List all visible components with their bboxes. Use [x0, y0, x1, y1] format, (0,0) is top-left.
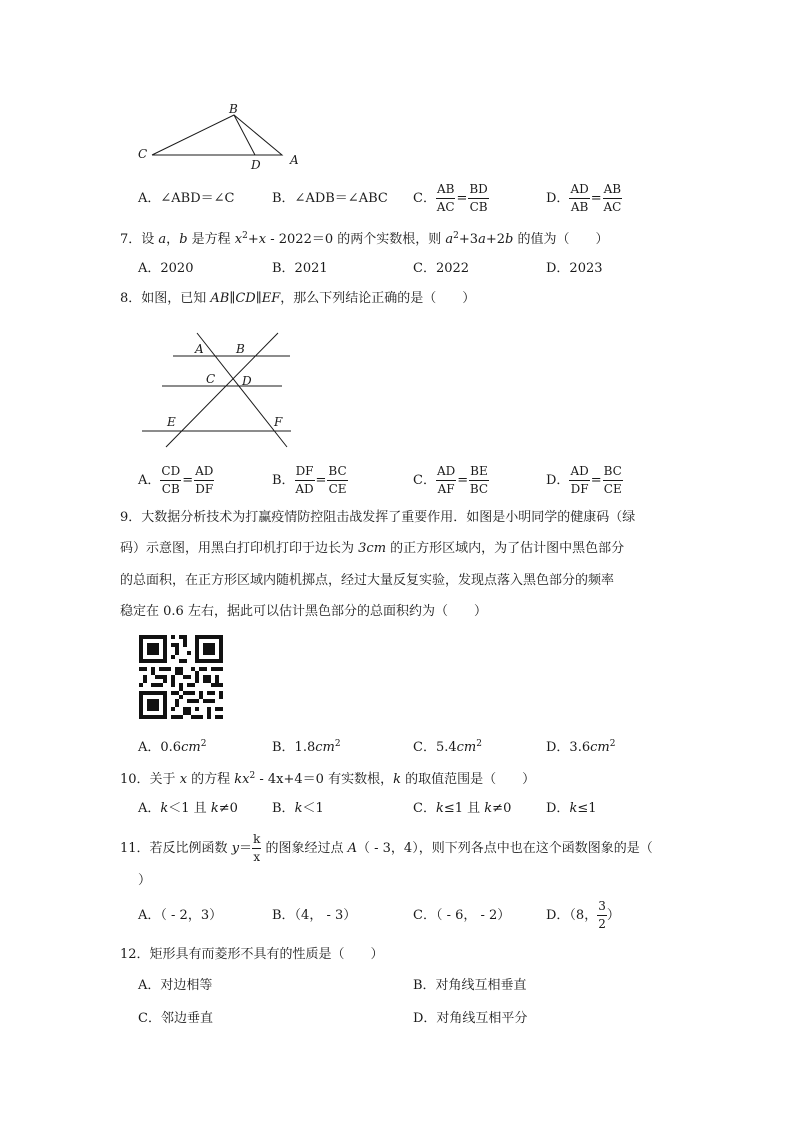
q9-line-1: 9．大数据分析技术为打赢疫情防控阻击战发挥了重要作用．如图是小明同学的健康码（绿: [120, 510, 636, 525]
qr-code-image: [139, 635, 223, 719]
q7-option-c: C．2022: [413, 261, 470, 276]
q7-option-a: A．2020: [138, 261, 194, 276]
q9-option-c: C．$5.4cm^2$: [413, 739, 482, 755]
q7-stem: 7．设 a，b 是方程 $x^2+x - 2022=0$ 的两个实数根，则 $a^2+3a+2b$ 的值为（ ）: [120, 231, 609, 247]
q10-option-d: D．k≤1: [546, 801, 597, 816]
q11-stem: 11．若反比例函数 y＝ $\frac{k}{x}$ 的图象经过点 A（ - 3，4），则下列各点中也在这个函数图象的是（: [120, 832, 653, 864]
q8-option-a: A． $\frac{CD}{CB}$ = $\frac{AD}{DF}$: [138, 464, 214, 496]
q6-option-c: C． $\frac{AB}{AC}$ = $\frac{BD}{CB}$: [413, 182, 488, 214]
label-d: D: [251, 158, 261, 172]
label-e: E: [167, 415, 176, 429]
q9-option-b: B．$1.8cm^2$: [272, 739, 341, 755]
q10-option-a: A．k＜1 且 k≠0: [138, 801, 238, 816]
transversal-be: [166, 333, 278, 447]
q6-option-d: D． $\frac{AD}{AB}$ = $\frac{AB}{AC}$: [546, 182, 622, 214]
q9-line-3: 的总面积，在正方形区域内随机掷点，经过大量反复实验，发现点落入黑色部分的频率: [120, 573, 615, 588]
q10-stem: 10．关于 x 的方程 $kx^2 - 4x+4=0$ 有实数根，k 的取值范围是（ ）: [120, 771, 536, 787]
label-c: C: [138, 147, 148, 161]
q12-option-a: A．对边相等: [138, 978, 213, 993]
fraction: $\frac{AB}{AC}$: [436, 182, 455, 214]
q11-option-c: C．（ - 6， - 2）: [413, 908, 511, 923]
fraction: $\frac{BD}{CB}$: [469, 182, 488, 214]
q8-option-b: B． $\frac{DF}{AD}$ = $\frac{BC}{CE}$: [272, 464, 347, 496]
q9-line-2: 码）示意图，用黑白打印机打印于边长为 3cm 的正方形区域内，为了估计图中黑色部分: [120, 541, 625, 556]
label-a: A: [195, 342, 204, 356]
label-c: C: [206, 372, 216, 386]
q11-option-a: A．（ - 2，3）: [138, 908, 223, 923]
q12-option-b: B．对角线互相垂直: [413, 978, 527, 993]
q10-option-c: C．k≤1 且 k≠0: [413, 801, 512, 816]
label-a: A: [290, 153, 299, 167]
q9-option-d: D．$3.6cm^2$: [546, 739, 616, 755]
triangle-figure: [130, 100, 310, 175]
segment-bd: [234, 115, 255, 155]
q9-line-4: 稳定在 0.6 左右，据此可以估计黑色部分的总面积约为（ ）: [120, 604, 487, 619]
q11-line-2: ）: [138, 873, 152, 888]
q11-option-d: D．（8， $\frac{3}{2}$ ）: [546, 899, 620, 931]
q11-option-b: B．（4， - 3）: [272, 908, 357, 923]
q6-option-b: B．∠ADB＝∠ABC: [272, 191, 388, 206]
fraction: $\frac{AD}{AB}$: [570, 182, 589, 214]
label-d: D: [242, 374, 252, 388]
q7-option-b: B．2021: [272, 261, 328, 276]
q6-option-a: A．∠ABD＝∠C: [138, 191, 235, 206]
q8-option-c: C． $\frac{AD}{AF}$ = $\frac{BE}{BC}$: [413, 464, 489, 496]
q12-option-c: C．邻边垂直: [138, 1011, 213, 1026]
triangle-outline: [152, 115, 282, 155]
q7-option-d: D．2023: [546, 261, 603, 276]
label-b: B: [236, 342, 245, 356]
label-b: B: [229, 102, 238, 116]
q8-option-d: D． $\frac{AD}{DF}$ = $\frac{BC}{CE}$: [546, 464, 622, 496]
q8-stem: 8．如图，已知 AB∥CD∥EF，那么下列结论正确的是（ ）: [120, 291, 476, 306]
q9-option-a: A．$0.6cm^2$: [138, 739, 207, 755]
label-f: F: [274, 415, 283, 429]
q12-stem: 12．矩形具有而菱形不具有的性质是（ ）: [120, 947, 384, 962]
fraction: $\frac{AB}{AC}$: [603, 182, 622, 214]
parallel-lines-figure: [140, 325, 300, 453]
q10-option-b: B．k＜1: [272, 801, 324, 816]
q12-option-d: D．对角线互相平分: [413, 1011, 528, 1026]
